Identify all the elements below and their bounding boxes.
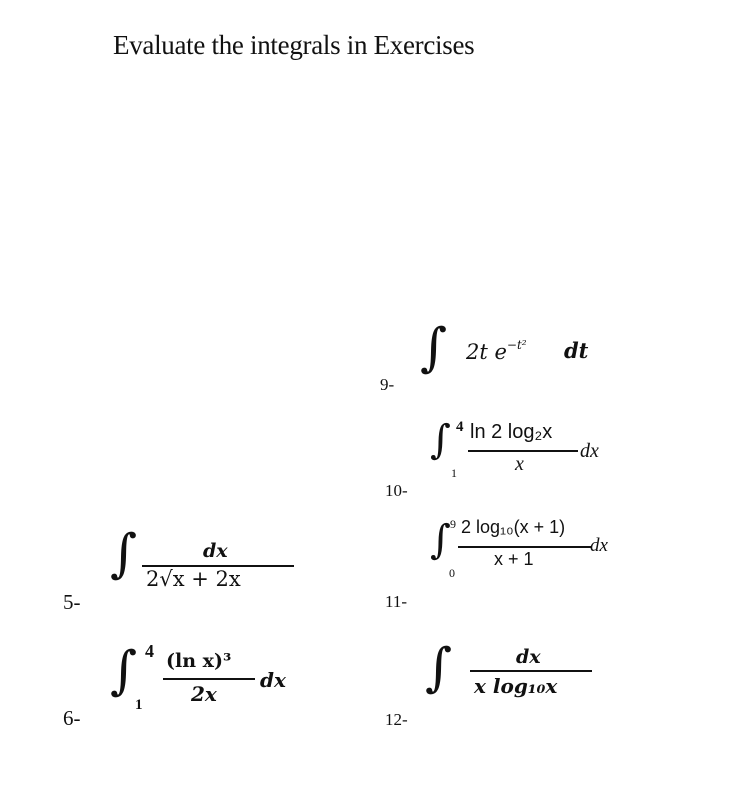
exercise-number: 6- [63, 706, 81, 730]
upper-limit: 4 [456, 419, 464, 435]
numerator: 2 log₁₀(x + 1) [461, 517, 566, 537]
differential: dx [260, 668, 286, 692]
fraction-bar [458, 546, 591, 548]
fraction-bar [470, 670, 592, 672]
differential: dt [564, 338, 589, 363]
exponent: −t² [506, 338, 527, 352]
integral-sign: ∫ [430, 517, 451, 563]
denominator: 2x [191, 682, 217, 706]
exercise-number: 11- [385, 592, 408, 611]
differential: dx [580, 440, 599, 462]
lower-limit: 1 [451, 466, 457, 480]
fraction-bar [468, 450, 578, 452]
numerator: dx [516, 646, 541, 668]
denominator: x [515, 453, 524, 475]
integral-sign: ∫ [110, 524, 138, 584]
denominator: x log₁₀x [474, 674, 558, 698]
upper-limit: 9 [450, 517, 456, 531]
differential: dx [590, 535, 608, 556]
exercise-number: 9- [380, 375, 395, 394]
exercise-number: 10- [385, 481, 408, 500]
lower-limit: 1 [135, 697, 143, 713]
denominator: 2√x + 2x [146, 567, 241, 591]
numerator: ln 2 log₂x [470, 421, 553, 443]
integrand: 2t $e^{-t^2}$ [466, 338, 527, 364]
upper-limit: 4 [145, 641, 154, 661]
lower-limit: 0 [449, 566, 455, 580]
fraction-bar [163, 678, 255, 680]
exercise-number: 5- [63, 590, 81, 614]
integral-sign: ∫ [420, 318, 448, 378]
integral-sign: ∫ [425, 638, 453, 698]
numerator: dx [203, 540, 228, 562]
integral-sign: ∫ [430, 417, 451, 463]
integral-sign: ∫ [110, 641, 138, 701]
denominator: x + 1 [494, 549, 534, 569]
page-title: Evaluate the integrals in Exercises [113, 30, 475, 60]
numerator: (ln x)³ [166, 650, 232, 672]
exercise-number: 12- [385, 710, 408, 729]
